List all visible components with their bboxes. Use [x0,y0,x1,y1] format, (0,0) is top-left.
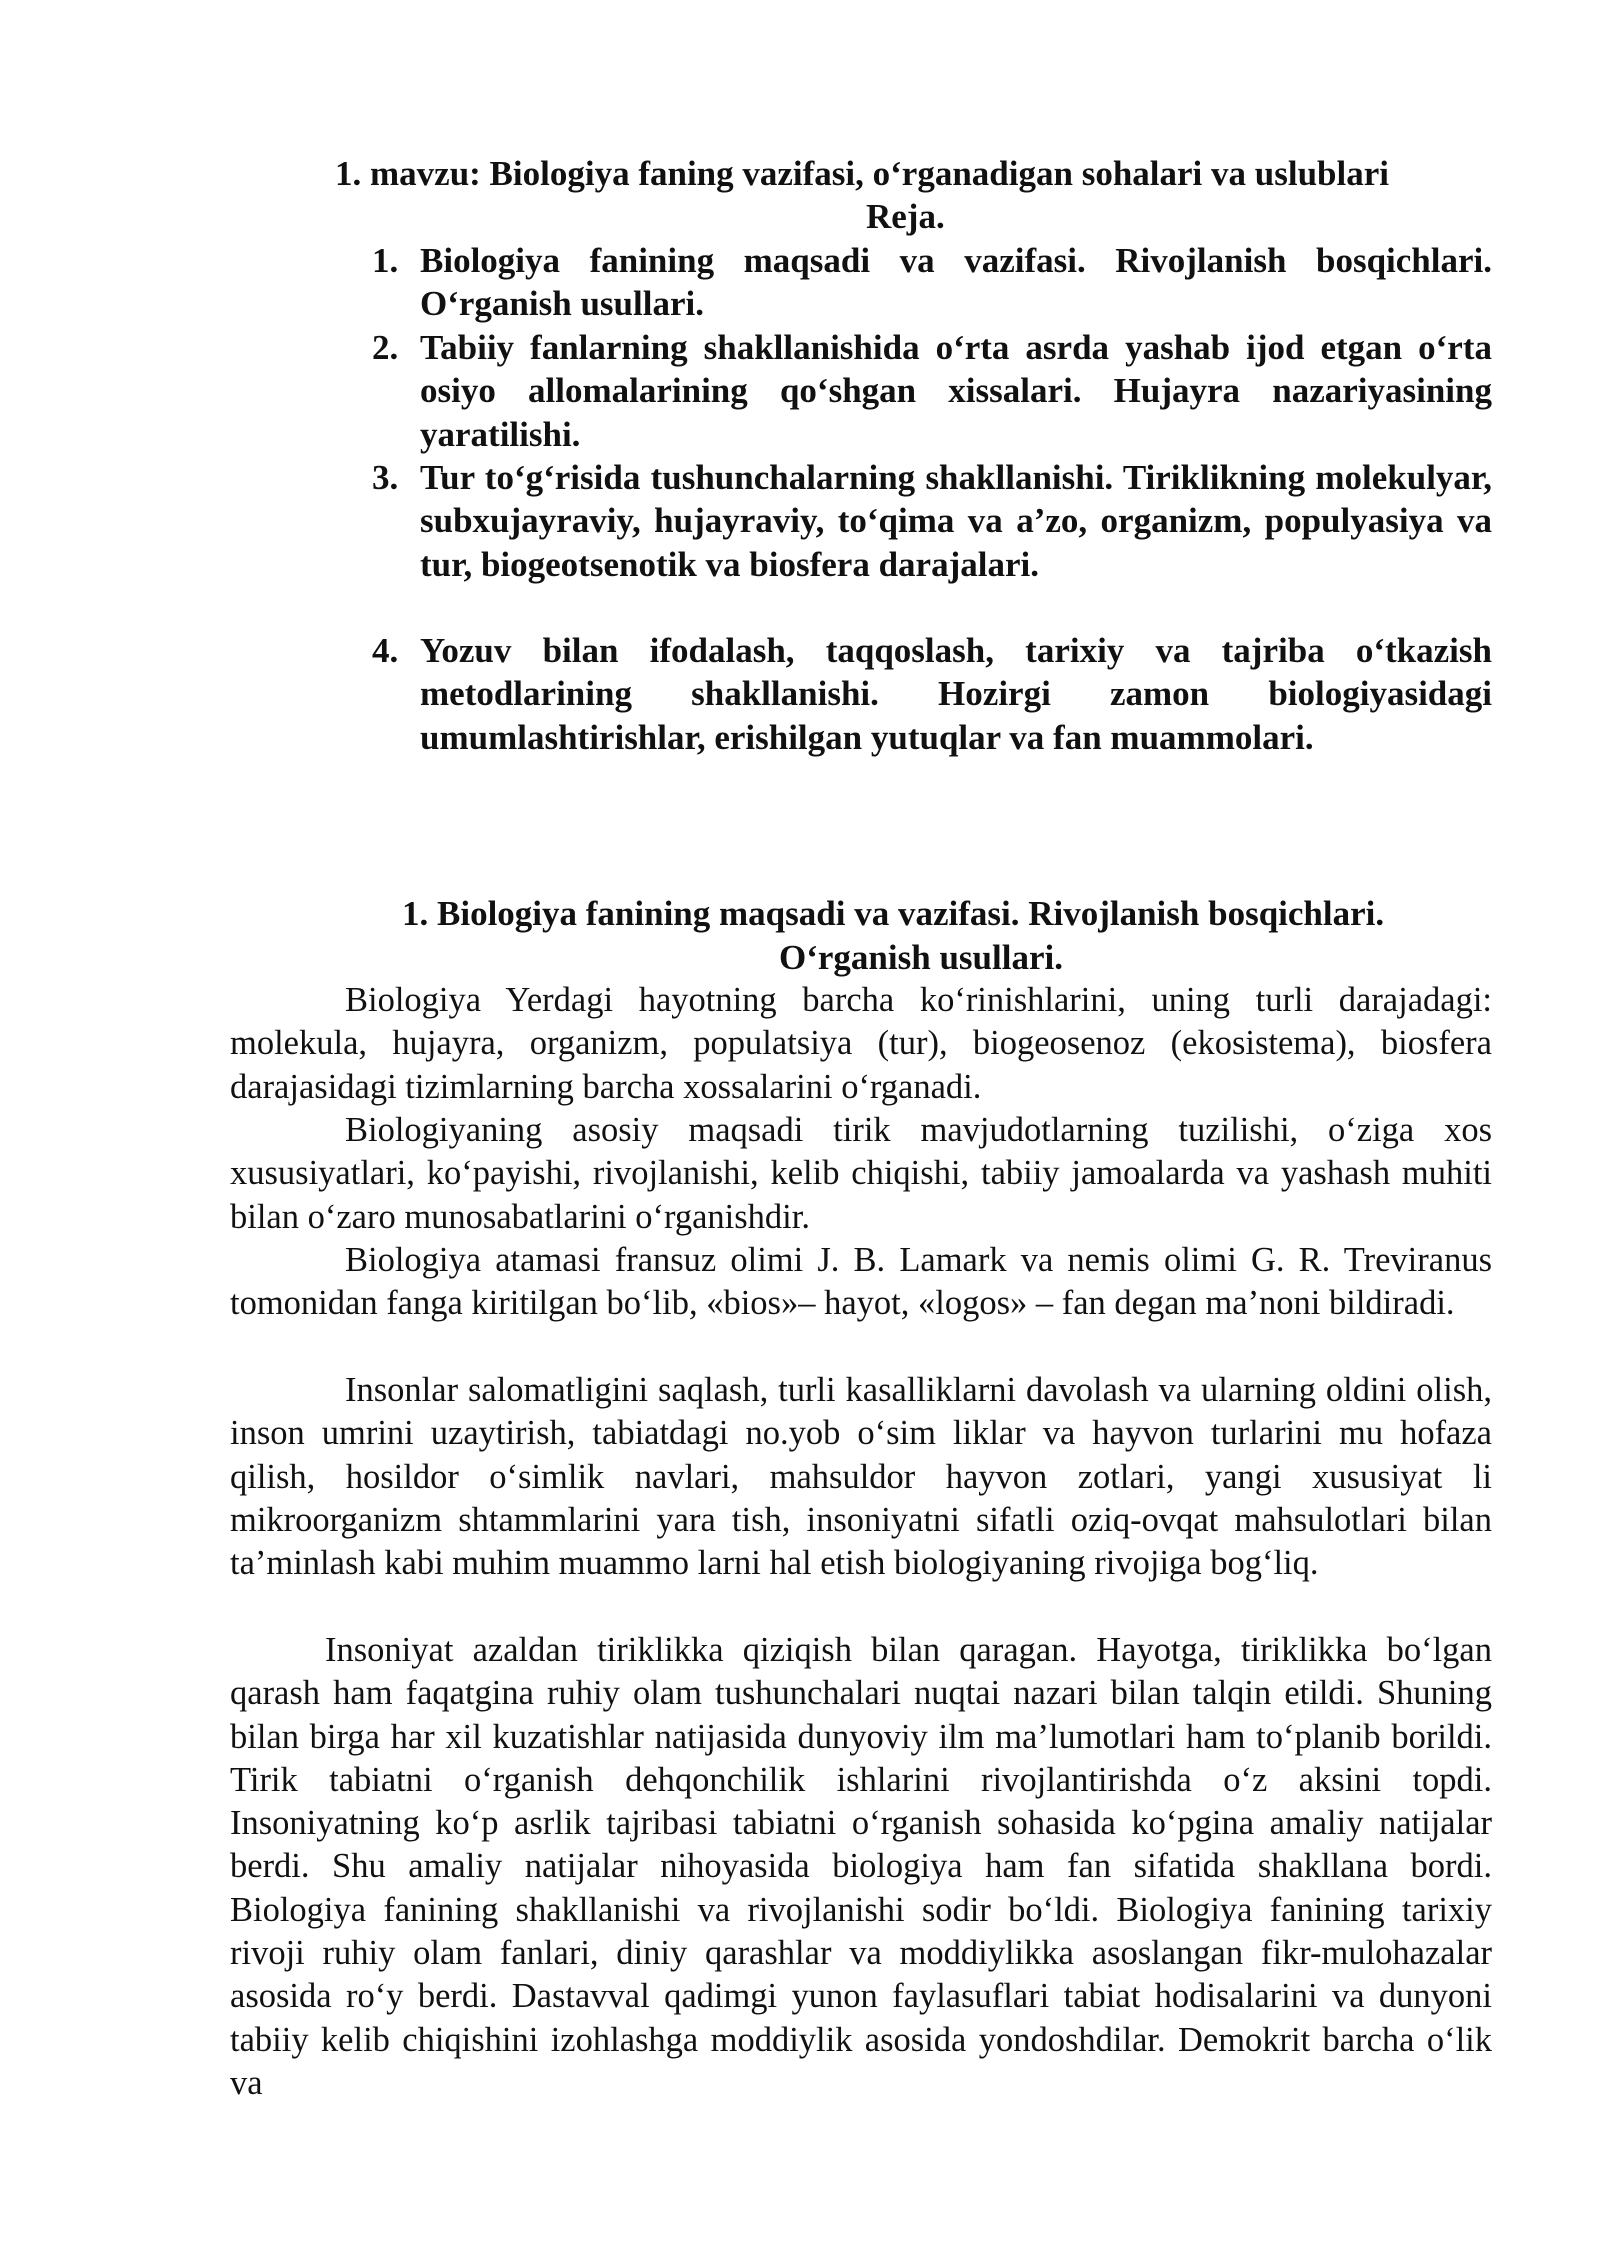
body-paragraph: Biologiyaning asosiy maqsadi tirik mavjudotlarning tuzilishi, o‘ziga xos xususiyatlari, ko‘payishi, rivojlanishi, kelib chiqishi, tabiiy jamoalarda va yashash muhiti bilan o‘zaro munosabatlarini o‘rganishdir. [230,1111,1492,1236]
body-paragraph: Biologiya atamasi fransuz olimi J. B. Lamark va nemis olimi G. R. Treviranus tomonidan fanga kiritilgan bo‘lib, «bios»– hayot, «logos» – fan degan ma’noni bildiradi. [230,1241,1492,1323]
plan-item-number: 4. [372,631,399,670]
plan-item-text: Tabiiy fanlarning shakllanishida o‘rta asrda yashab ijod etgan o‘rta osiyo allomalarining qo‘shgan xissalari. Hujayra nazariyasining yaratilishi. [420,328,1492,454]
body-paragraph: Biologiya Yerdagi hayotning barcha ko‘rinishlarini, uning turli darajadagi: molekula, hujayra, organizm, populatsiya (tur), biogeosenoz (ekosistema), biosfera darajasidagi tizimlarning barcha xossalarini o‘rganadi. [230,981,1492,1106]
plan-item [372,326,1492,456]
plan-item-number: 3. [372,458,399,497]
plan-item-text: Biologiya fanining maqsadi va vazifasi. Rivojlanish bosqichlari. O‘rganish usullari. [420,241,1492,324]
plan-item-text: Tur to‘g‘risida tushunchalarning shakllanishi. Tiriklikning molekulyar, subxujayraviy, hujayraviy, to‘qima va a’zo, organizm, populyasiya va tur, biogeotsenotik va biosfera darajalari. [420,458,1492,584]
plan-item-number: 1. [372,241,399,280]
section-heading: 1. Biologiya fanining maqsadi va vazifasi. Rivojlanish bosqichlari. [402,894,1385,933]
plan-title: Reja. [866,197,945,236]
topic-title: 1. mavzu: Biologiya faning vazifasi, o‘rganadigan sohalari va uslublari [335,154,1389,193]
plan-item-number: 2. [372,328,399,367]
plan-item-text: Yozuv bilan ifodalash, taqqoslash, tarixiy va tajriba o‘tkazish metodlarining shakllanishi. Hozirgi zamon biologiyasidagi umumlashtirishlar, erishilgan yutuqlar va fan muammolari. [420,631,1492,757]
plan-item [372,629,1492,759]
body-paragraph: Insoniyat azaldan tiriklikka qiziqish bilan qaragan. Hayotga, tiriklikka bo‘lgan qarash ham faqatgina ruhiy olam tushunchalari nuqtai nazari bilan talqin etildi. Shuning bilan birga har xil kuzatishlar natijasida dunyoviy ilm ma’lumotlari ham to‘planib borildi. Tirik tabiatni o‘rganish dehqonchilik ishlarini rivojlantirishda o‘z aksini topdi. Insoniyatning ko‘p asrlik tajribasi tabiatni o‘rganish sohasida ko‘pgina amaliy natijalar berdi. Shu amaliy natijalar nihoyasida biologiya ham fan sifatida shakllana bordi. Biologiya fanining shakllanishi va rivojlanishi sodir bo‘ldi. Biologiya fanining tarixiy rivoji ruhiy olam fanlari, diniy qarashlar va moddiylikka asoslangan fikr-mulohazalar asosida ro‘y berdi. Dastavval qadimgi yunon faylasuflari tabiat hodisalarini va dunyoni tabiiy kelib chiqishini izohlashga moddiylik asosida yondoshdilar. Demokrit barcha o‘lik va [230,1631,1492,2102]
plan-item [372,239,1492,326]
body-paragraph: Insonlar salomatligini saqlash, turli kasalliklarni davolash va ularning oldini olish, inson umrini uzaytirish, tabiatdagi no.yob o‘sim liklar va hayvon turlarini mu hofaza qilish, hosildor o‘simlik navlari, mahsuldor hayvon zotlari, yangi xususiyat li mikroorganizm shtammlarini yara tish, insoniyatni sifatli oziq-ovqat mahsulotlari bilan ta’minlash kabi muhim muammo larni hal etish biologiyaning rivojiga bog‘liq. [230,1371,1492,1583]
section-subheading: O‘rganish usullari. [779,938,1063,977]
plan-item [372,456,1492,586]
